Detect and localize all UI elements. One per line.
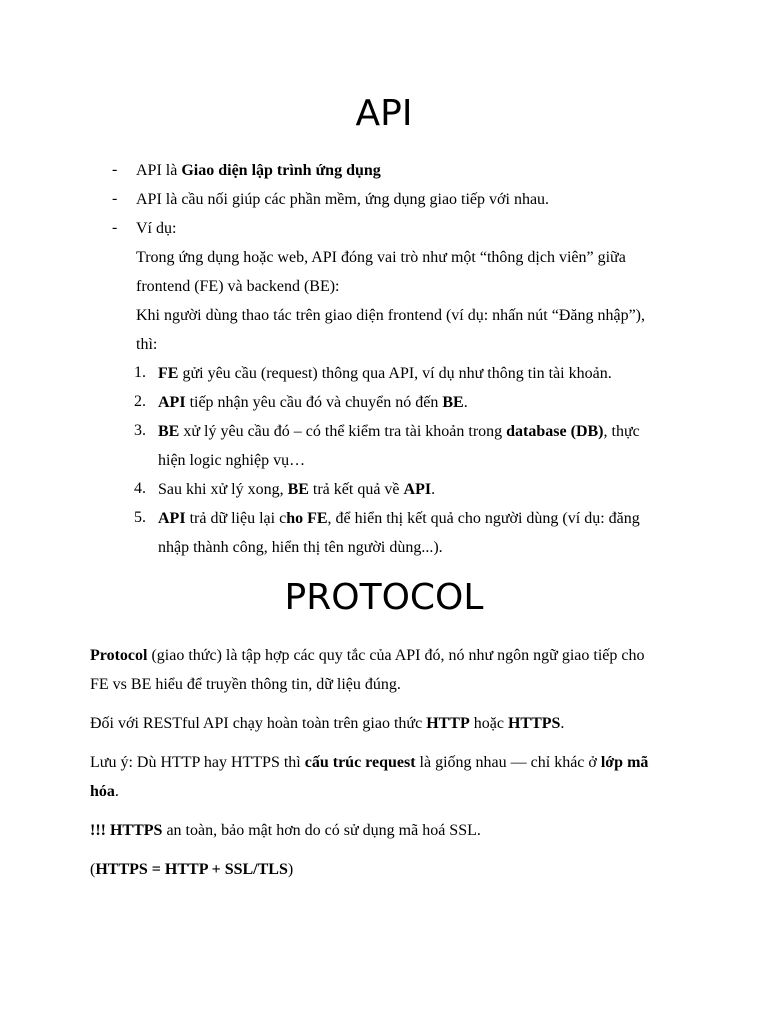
step-item <box>158 422 640 442</box>
step-bold-text: API <box>158 394 186 411</box>
protocol-paragraph-continuation <box>90 782 119 802</box>
step-item <box>158 364 612 384</box>
bullet-text: API là <box>136 162 182 179</box>
protocol-text: . <box>114 783 119 800</box>
step-bold-text: database (DB) <box>506 423 604 440</box>
step-item <box>158 393 468 413</box>
step-bold-text: BE <box>158 423 180 440</box>
step-number: 5. <box>134 509 146 526</box>
example-paragraph-line: thì: <box>136 336 158 353</box>
step-text: . <box>463 394 468 411</box>
protocol-bold-text: HTTPS = HTTP + SSL/TLS <box>95 861 288 878</box>
protocol-paragraph <box>90 646 644 666</box>
protocol-heading: PROTOCOL <box>284 577 484 618</box>
step-text: Sau khi xử lý xong, <box>158 481 288 498</box>
protocol-paragraph <box>90 753 648 773</box>
protocol-bold-text: cấu trúc request <box>304 754 416 771</box>
example-paragraph-line: frontend (FE) và backend (BE): <box>136 278 340 295</box>
step-text: trả kết quả về <box>308 481 404 498</box>
bullet-api-bridge: API là cầu nối giúp các phần mềm, ứng dụng giao tiếp với nhau. <box>136 191 550 208</box>
protocol-text: hoặc <box>469 715 508 732</box>
step-item-continuation: nhập thành công, hiển thị tên người dùng...). <box>158 539 443 556</box>
step-text: gửi yêu cầu (request) thông qua API, ví dụ như thông tin tài khoản. <box>178 365 612 382</box>
protocol-bold-text: hóa <box>90 783 115 800</box>
bullet-api-definition <box>136 161 381 181</box>
protocol-text: . <box>560 715 565 732</box>
step-item <box>158 509 640 529</box>
protocol-paragraph-continuation: FE vs BE hiểu để truyền thông tin, dữ liệu đúng. <box>90 676 401 693</box>
step-text: . <box>431 481 436 498</box>
step-bold-text: BE <box>287 481 309 498</box>
example-paragraph-line: Trong ứng dụng hoặc web, API đóng vai trò như một “thông dịch viên” giữa <box>136 249 626 266</box>
protocol-paragraph <box>90 821 481 841</box>
step-bold-text: API <box>158 510 186 527</box>
protocol-bold-text: HTTPS <box>507 715 561 732</box>
step-text: xử lý yêu cầu đó – có thể kiểm tra tài khoản trong <box>179 423 507 440</box>
step-item-continuation: hiện logic nghiệp vụ… <box>158 452 306 469</box>
step-bold-text: ho FE <box>286 510 328 527</box>
step-number: 4. <box>134 480 146 497</box>
bullet-example-label: Ví dụ: <box>136 220 177 237</box>
step-number: 2. <box>134 393 146 410</box>
example-paragraph-line: Khi người dùng thao tác trên giao diện frontend (ví dụ: nhấn nút “Đăng nhập”), <box>136 307 645 324</box>
bullet-dash: - <box>112 161 118 178</box>
protocol-text: an toàn, bảo mật hơn do có sử dụng mã hoá SSL. <box>162 822 481 839</box>
protocol-bold-text: HTTP <box>426 715 470 732</box>
protocol-bold-text: !!! HTTPS <box>90 822 163 839</box>
bullet-bold-text: Giao diện lập trình ứng dụng <box>181 162 381 179</box>
protocol-text: là giống nhau — chỉ khác ở <box>415 754 601 771</box>
protocol-text: (giao thức) là tập hợp các quy tắc của API đó, nó như ngôn ngữ giao tiếp cho <box>147 647 645 664</box>
protocol-text: ( <box>90 861 96 878</box>
protocol-bold-text: Protocol <box>90 647 148 664</box>
protocol-text: Đối với RESTful API chạy hoàn toàn trên giao thức <box>90 715 427 732</box>
step-text: , thực <box>603 423 640 440</box>
step-text: tiếp nhận yêu cầu đó và chuyển nó đến <box>185 394 443 411</box>
protocol-paragraph <box>90 714 564 734</box>
protocol-text: Lưu ý: Dù HTTP hay HTTPS thì <box>90 754 305 771</box>
step-item <box>158 480 435 500</box>
bullet-dash: - <box>112 219 118 236</box>
step-bold-text: FE <box>158 365 179 382</box>
protocol-bold-text: lớp mã <box>600 754 649 771</box>
step-number: 1. <box>134 364 146 381</box>
protocol-text: ) <box>287 861 294 878</box>
bullet-dash: - <box>112 190 118 207</box>
step-text: trả dữ liệu lại c <box>185 510 287 527</box>
step-text: , để hiển thị kết quả cho người dùng (ví dụ: đăng <box>327 510 640 527</box>
protocol-formula <box>90 860 293 880</box>
step-bold-text: API <box>403 481 432 498</box>
step-bold-text: BE <box>442 394 464 411</box>
step-number: 3. <box>134 422 146 439</box>
api-heading: API <box>355 93 413 134</box>
